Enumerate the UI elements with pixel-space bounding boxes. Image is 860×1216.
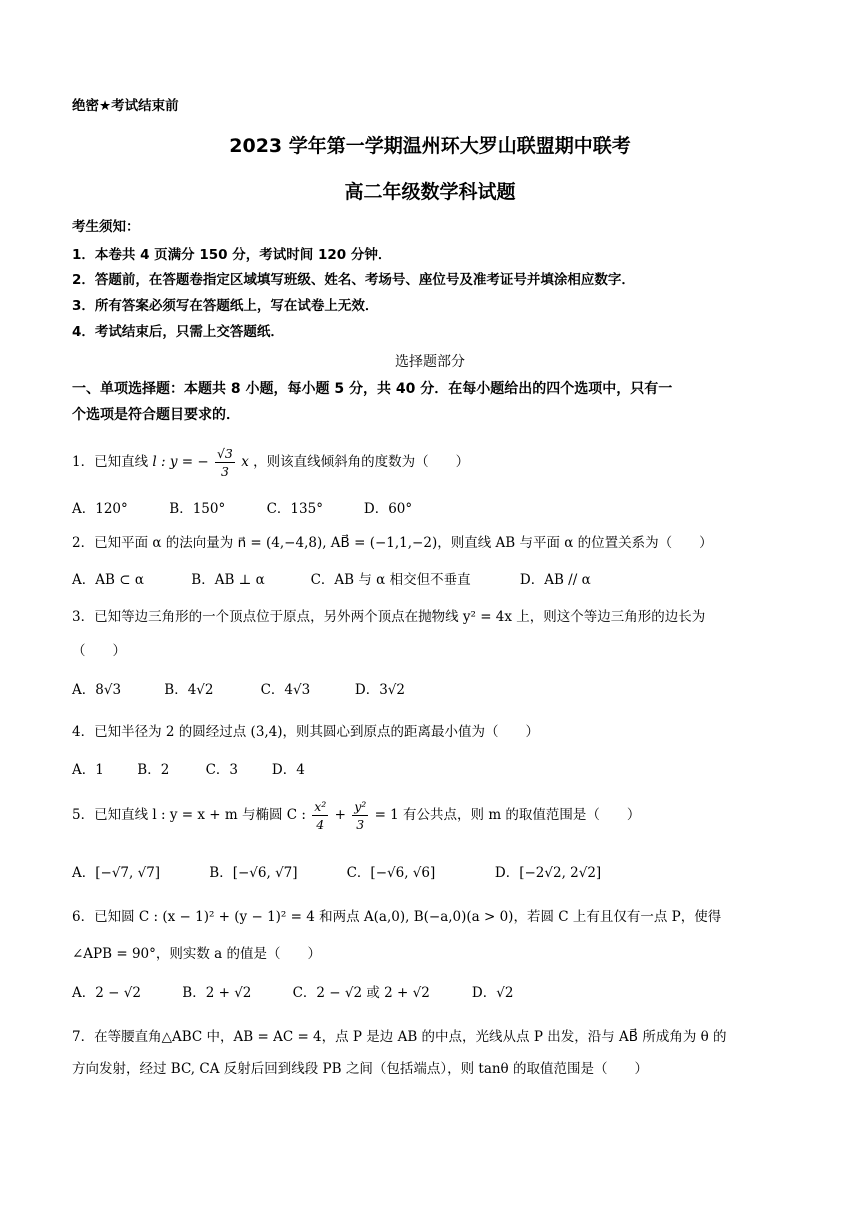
option-d: D．4: [271, 762, 305, 778]
section-instruction-cont: 个选项是符合题目要求的．: [72, 407, 240, 423]
notice-item: 4．考试结束后，只需上交答题纸．: [72, 324, 284, 340]
option-b: B．[−√6, √7]: [209, 865, 298, 881]
option-d: D．3√2: [354, 682, 405, 698]
question-5-options: [72, 863, 601, 883]
option-d: D．[−2√2, 2√2]: [494, 865, 602, 881]
option-d: D．60°: [363, 501, 413, 517]
question-2-stem: 2．已知平面 α 的法向量为 n⃗ = (4,−4,8), AB⃗ = (−1,1,−2)，则直线 AB 与平面 α 的位置关系为（ ）: [72, 535, 713, 551]
option-b: B．4√2: [164, 682, 214, 698]
option-c: C．2 − √2 或 2 + √2: [292, 985, 430, 1001]
option-c: C．135°: [266, 501, 323, 517]
option-b: B．150°: [169, 501, 226, 517]
q5-fraction-y: [352, 798, 368, 833]
q5-plus: +: [334, 807, 346, 823]
question-2-options: [72, 570, 591, 590]
q1-frac-num: √3: [216, 446, 233, 461]
question-4-options: [72, 760, 305, 780]
q5-frac2-den: 3: [356, 817, 365, 832]
q1-frac-den: 3: [220, 464, 229, 479]
option-d: D．AB // α: [519, 572, 591, 588]
option-a: A．120°: [72, 501, 128, 517]
notice-heading: 考生须知：: [72, 219, 140, 235]
q5-frac1-num: x²: [314, 799, 327, 814]
option-b: B．2: [137, 762, 170, 778]
question-7-stem: 7．在等腰直角△ABC 中，AB = AC = 4，点 P 是边 AB 的中点，光线从点 P 出发，沿与 AB⃗ 所成角为 θ 的: [72, 1029, 727, 1045]
question-3-stem: 3．已知等边三角形的一个顶点位于原点，另外两个顶点在抛物线 y² = 4x 上，则这个等边三角形的边长为: [72, 609, 706, 625]
question-3-options: [72, 680, 405, 700]
q1-stem-after: ，则该直线倾斜角的度数为（ ）: [253, 454, 470, 470]
notice-item: 2．答题前，在答题卷指定区域填写班级、姓名、考场号、座位号及准考证号并填涂相应数字．: [72, 272, 635, 288]
q1-math-after: x: [241, 454, 249, 470]
option-a: A．8√3: [72, 682, 122, 698]
q5-frac1-den: 4: [316, 817, 325, 832]
notice-item: 3．所有答案必须写在答题纸上，写在试卷上无效．: [72, 298, 379, 314]
option-d: D．√2: [471, 985, 514, 1001]
question-6-stem-cont: ∠APB = 90°，则实数 a 的值是（ ）: [72, 946, 322, 962]
question-1-options: [72, 499, 412, 519]
option-b: B．AB ⊥ α: [191, 572, 265, 588]
question-5-stem: [72, 796, 640, 834]
q5-stem-before: 5．已知直线 l : y = x + m 与椭圆 C :: [72, 807, 306, 823]
option-b: B．2 + √2: [182, 985, 252, 1001]
exam-title: 2023 学年第一学期温州环大罗山联盟期中联考: [229, 135, 631, 157]
option-a: A．1: [72, 762, 104, 778]
section-label: 选择题部分: [395, 354, 465, 370]
question-3-stem-cont: （ ）: [72, 643, 126, 659]
question-1-stem: [72, 443, 469, 481]
notice-item: 1．本卷共 4 页满分 150 分，考试时间 120 分钟．: [72, 247, 392, 263]
q1-math: l : y = −: [152, 454, 209, 470]
option-c: C．4√3: [260, 682, 311, 698]
exam-subtitle: 高二年级数学科试题: [344, 181, 516, 203]
q5-fraction-x: [312, 798, 328, 833]
secret-mark: 绝密★考试结束前: [72, 98, 179, 114]
q1-fraction: [215, 445, 235, 480]
question-6-options: [72, 983, 513, 1003]
q5-stem-after: = 1 有公共点，则 m 的取值范围是（ ）: [374, 807, 641, 823]
question-7-stem-cont: 方向发射，经过 BC, CA 反射后回到线段 PB 之间（包括端点），则 tanθ 的取值范围是（ ）: [72, 1061, 648, 1077]
q1-stem-before: 1．已知直线: [72, 454, 149, 470]
option-a: A．[−√7, √7]: [72, 865, 161, 881]
question-4-stem: 4．已知半径为 2 的圆经过点 (3,4)，则其圆心到原点的距离最小值为（ ）: [72, 724, 540, 740]
section-instruction: 一、单项选择题：本题共 8 小题，每小题 5 分，共 40 分．在每小题给出的四个选项中，只有一: [72, 381, 673, 397]
q5-frac2-num: y²: [354, 799, 367, 814]
option-c: C．[−√6, √6]: [346, 865, 436, 881]
option-c: C．3: [205, 762, 239, 778]
option-a: A．2 − √2: [72, 985, 141, 1001]
option-c: C．AB 与 α 相交但不垂直: [310, 572, 471, 588]
question-6-stem: 6．已知圆 C : (x − 1)² + (y − 1)² = 4 和两点 A(a,0), B(−a,0)(a > 0)，若圆 C 上有且仅有一点 P，使得: [72, 909, 722, 925]
option-a: A．AB ⊂ α: [72, 572, 144, 588]
